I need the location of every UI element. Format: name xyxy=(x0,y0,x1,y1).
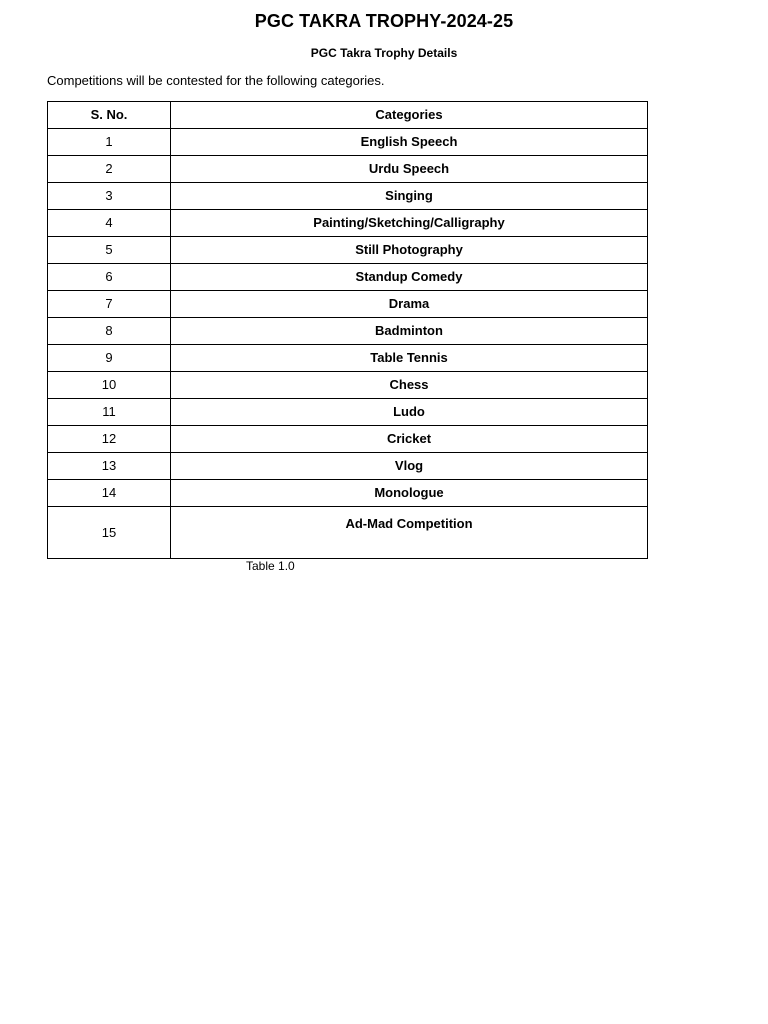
row-category: Chess xyxy=(171,372,648,399)
table-row xyxy=(48,453,648,480)
row-category: Table Tennis xyxy=(171,345,648,372)
table-row xyxy=(48,480,648,507)
categories-table xyxy=(47,101,648,559)
row-sno: 7 xyxy=(48,291,171,318)
intro-text: Competitions will be contested for the following categories. xyxy=(47,73,385,88)
table-row xyxy=(48,318,648,345)
row-sno: 8 xyxy=(48,318,171,345)
row-category: Ad-Mad Competition xyxy=(171,507,648,559)
table-row xyxy=(48,237,648,264)
row-sno: 14 xyxy=(48,480,171,507)
row-category: Cricket xyxy=(171,426,648,453)
row-sno: 12 xyxy=(48,426,171,453)
table-row xyxy=(48,399,648,426)
document-title: PGC TAKRA TROPHY-2024-25 xyxy=(254,11,514,31)
table-row xyxy=(48,291,648,318)
header-sno: S. No. xyxy=(48,102,171,129)
table-row xyxy=(48,210,648,237)
row-sno: 10 xyxy=(48,372,171,399)
row-category: Ludo xyxy=(171,399,648,426)
row-category: Standup Comedy xyxy=(171,264,648,291)
row-category: Drama xyxy=(171,291,648,318)
table-row xyxy=(48,426,648,453)
row-sno: 6 xyxy=(48,264,171,291)
row-category: Still Photography xyxy=(171,237,648,264)
row-sno: 5 xyxy=(48,237,171,264)
table-row xyxy=(48,156,648,183)
row-category: Singing xyxy=(171,183,648,210)
row-sno: 13 xyxy=(48,453,171,480)
table-header-row xyxy=(48,102,648,129)
table-row xyxy=(48,372,648,399)
row-sno: 1 xyxy=(48,129,171,156)
header-categories: Categories xyxy=(171,102,648,129)
table-row xyxy=(48,129,648,156)
row-sno: 4 xyxy=(48,210,171,237)
table-row xyxy=(48,345,648,372)
row-category: Badminton xyxy=(171,318,648,345)
table-row xyxy=(48,507,648,559)
row-sno: 2 xyxy=(48,156,171,183)
row-category: Urdu Speech xyxy=(171,156,648,183)
row-category: Painting/Sketching/Calligraphy xyxy=(171,210,648,237)
table-row xyxy=(48,264,648,291)
row-sno: 9 xyxy=(48,345,171,372)
table-caption: Table 1.0 xyxy=(246,559,295,573)
row-category: English Speech xyxy=(171,129,648,156)
row-sno: 11 xyxy=(48,399,171,426)
document-subtitle: PGC Takra Trophy Details xyxy=(310,46,458,60)
row-category: Monologue xyxy=(171,480,648,507)
table-row xyxy=(48,183,648,210)
row-sno: 15 xyxy=(48,507,171,559)
row-category: Vlog xyxy=(171,453,648,480)
row-sno: 3 xyxy=(48,183,171,210)
